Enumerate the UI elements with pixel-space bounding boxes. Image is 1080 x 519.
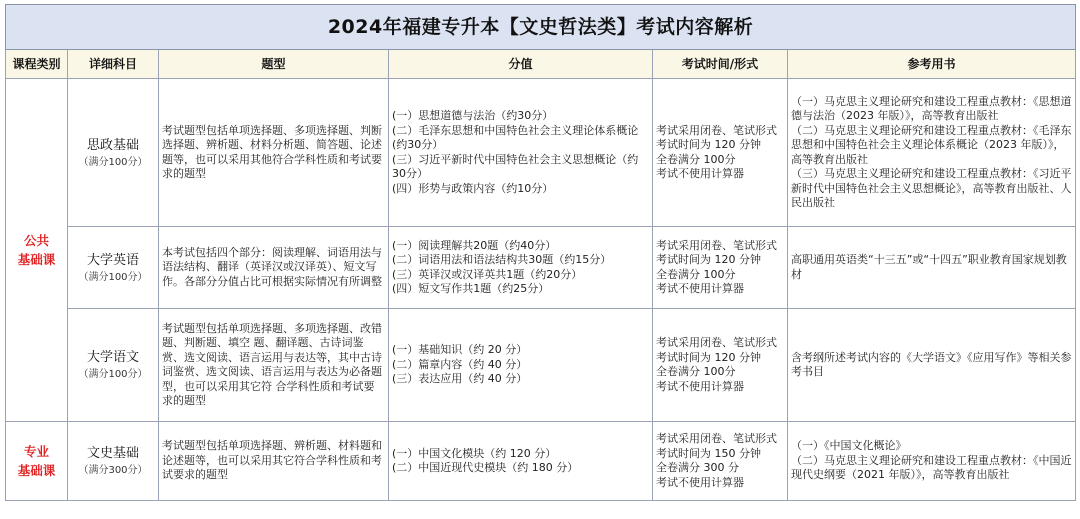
subject-cell <box>68 227 159 309</box>
time-format-cell: 考试采用闭卷、笔试形式 考试时间为 120 分钟 全卷满分 100分 考试不使用计算器 <box>653 79 788 227</box>
question-type-cell: 考试题型包括单项选择题、辨析题、材料题和论述题等，也可以采用其它符合学科性质和考试要求的题型 <box>159 422 389 501</box>
time-format-cell: 考试采用闭卷、笔试形式 考试时间为 120 分钟 全卷满分 100分 考试不使用计算器 <box>653 227 788 309</box>
header-books: 参考用书 <box>788 50 1076 79</box>
title-row <box>6 5 1076 50</box>
header-category: 课程类别 <box>6 50 68 79</box>
page-title: 2024年福建专升本【文史哲法类】考试内容解析 <box>6 5 1076 50</box>
subject-full-score: （满分300分） <box>78 465 148 476</box>
header-question-type: 题型 <box>159 50 389 79</box>
subject-name: 文史基础 <box>86 446 139 461</box>
score-cell: (一）中国文化模块（约 120 分） (二）中国近现代史模块（约 180 分） <box>389 422 653 501</box>
books-cell: （一）马克思主义理论研究和建设工程重点教材：《思想道德与法治（2023 年版）》，高等教育出版社 （二）马克思主义理论研究和建设工程重点教材：《毛泽东思想和中国特色社会主义理论体系概论（2023 年版）》，高等教育出版社 （三）马克思主义理论研究和建设工程重点教材：《习近平新时代中国特色社会主义思想概论》，高等教育出版社、人民出版社 <box>788 79 1076 227</box>
header-score: 分值 <box>389 50 653 79</box>
score-cell: (一）基础知识（约 20 分） (二）篇章内容（约 40 分） (三）表达应用（约 40 分） <box>389 309 653 422</box>
header-subject: 详细科目 <box>68 50 159 79</box>
table-row <box>6 422 1076 501</box>
category-major: 专业 基础课 <box>6 422 68 501</box>
time-format-cell: 考试采用闭卷、笔试形式 考试时间为 150 分钟 全卷满分 300 分 考试不使用计算器 <box>653 422 788 501</box>
subject-cell <box>68 79 159 227</box>
table-row <box>6 227 1076 309</box>
subject-name: 思政基础 <box>86 137 139 153</box>
subject-full-score: （满分100分） <box>78 156 148 168</box>
question-type-cell: 考试题型包括单项选择题、多项选择题、改错题、判断题、填空 题、翻译题、古诗词鉴赏、选文阅读、语言运用与表达等，其中古诗 词鉴赏、选文阅读、语言运用与表达为必备题型，也可以采用其它符 合学科性质和考试要求的题型 <box>159 309 389 422</box>
books-cell: 含考纲所述考试内容的《大学语文》《应用写作》等相关参考书目 <box>788 309 1076 422</box>
table-row <box>6 309 1076 422</box>
exam-content-table <box>5 4 1076 501</box>
score-cell: (一）思想道德与法治（约30分） (二）毛泽东思想和中国特色社会主义理论体系概论(约30分） (三）习近平新时代中国特色社会主义思想概论（约30分） (四）形势与政策内容（约10分） <box>389 79 653 227</box>
table-row <box>6 79 1076 227</box>
header-row <box>6 50 1076 79</box>
subject-full-score: （满分100分） <box>78 271 148 283</box>
subject-name: 大学英语 <box>86 252 139 268</box>
subject-cell <box>68 309 159 422</box>
question-type-cell: 本考试包括四个部分：阅读理解、词语用法与语法结构、翻译（英译汉或汉译英）、短文写作。各部分分值占比可根据实际情况有所调整 <box>159 227 389 309</box>
category-public: 公共 基础课 <box>6 79 68 422</box>
time-format-cell: 考试采用闭卷、笔试形式 考试时间为 120 分钟 全卷满分 100分 考试不使用计算器 <box>653 309 788 422</box>
subject-cell <box>68 422 159 501</box>
books-cell: （一）《中国文化概论》 （二）马克思主义理论研究和建设工程重点教材：《中国近现代史纲要（2021 年版）》，高等教育出版社 <box>788 422 1076 501</box>
score-cell: (一）阅读理解共20题（约40分） (二）词语用法和语法结构共30题（约15分） (三）英译汉或汉译英共1题（约20分） (四）短文写作共1题（约25分） <box>389 227 653 309</box>
question-type-cell: 考试题型包括单项选择题、多项选择题、判断选择题、辨析题、材料分析题、简答题、论述题等，也可以采用其他符合学科性质和考试要求的题型 <box>159 79 389 227</box>
subject-full-score: （满分100分） <box>78 369 148 380</box>
header-time-format: 考试时间/形式 <box>653 50 788 79</box>
subject-name: 大学语文 <box>86 350 139 365</box>
books-cell: 高职通用英语类“十三五”或“十四五”职业教育国家规划教材 <box>788 227 1076 309</box>
